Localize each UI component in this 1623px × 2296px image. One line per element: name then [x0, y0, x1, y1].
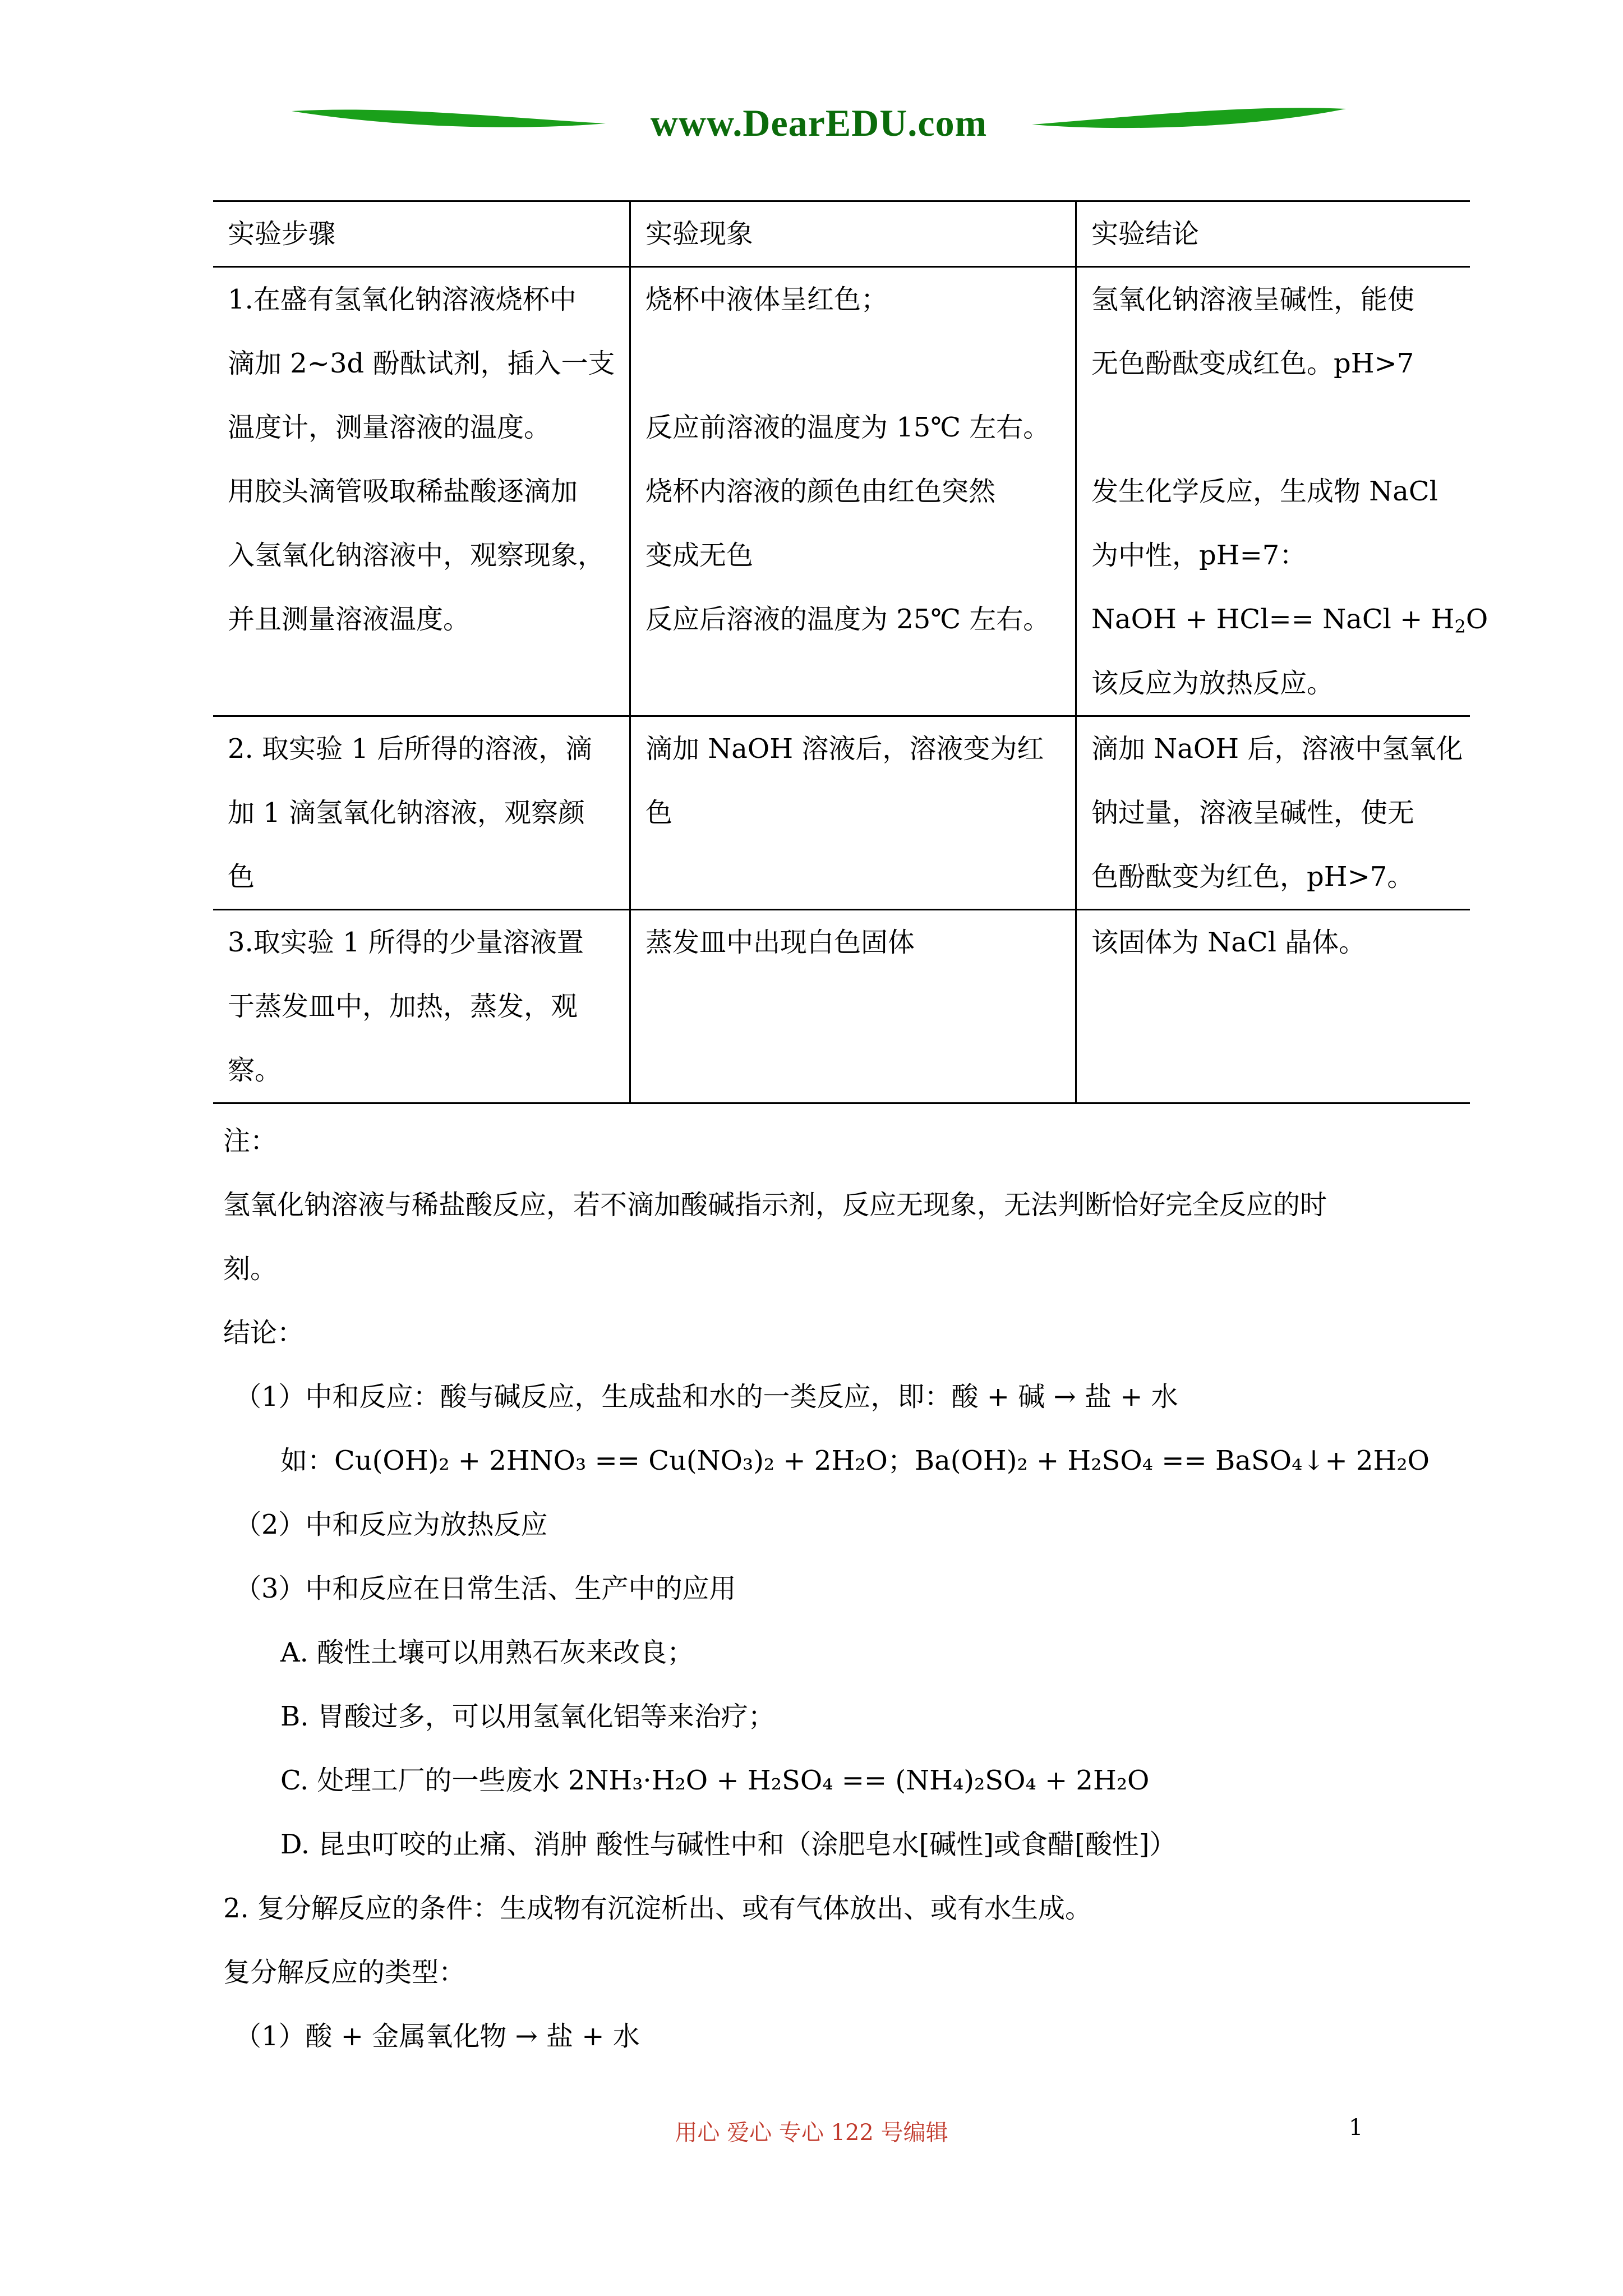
conclusion-3: （3）中和反应在日常生活、生产中的应用: [234, 1573, 736, 1604]
conclusion-label: 结论：: [223, 1317, 305, 1349]
cell-line: 滴加 2~3d 酚酞试剂，插入一支: [228, 348, 615, 379]
note-text-1: 氢氧化钠溶液与稀盐酸反应，若不滴加酸碱指示剂，反应无现象，无法判断恰好完全反应的时: [223, 1189, 1327, 1221]
cell-line: 滴加 NaOH 后，溶液中氢氧化: [1091, 733, 1463, 765]
paragraph-2: 2. 复分解反应的条件：生成物有沉淀析出、或有气体放出、或有水生成。: [223, 1893, 1092, 1924]
types-label: 复分解反应的类型：: [223, 1957, 466, 1988]
row3-step: [213, 910, 630, 1103]
cell-line: 变成无色: [645, 540, 754, 571]
note-label: 注：: [223, 1125, 278, 1157]
application-c: C. 处理工厂的一些废水 2NH₃·H₂O + H₂SO₄ == (NH₄)₂SO₄ + 2H₂O: [280, 1765, 1150, 1796]
footer-editor-note: 用心 爱心 专心 122 号编辑: [675, 2120, 948, 2146]
cell-line: 反应后溶液的温度为 25℃ 左右。: [645, 604, 1050, 635]
cell-line: 该固体为 NaCl 晶体。: [1091, 927, 1366, 958]
type-1: （1）酸 + 金属氧化物 → 盐 + 水: [234, 2021, 640, 2052]
cell-line: 为中性，pH=7：: [1091, 540, 1307, 571]
cell-line: 无色酚酞变成红色。pH>7: [1091, 348, 1414, 379]
cell-line: 钠过量，溶液呈碱性，使无: [1091, 797, 1415, 829]
cell-line: 加 1 滴氢氧化钠溶液，观察颜: [228, 797, 585, 829]
cell-line: 用胶头滴管吸取稀盐酸逐滴加: [228, 476, 578, 507]
cell-line: 并且测量溶液温度。: [228, 604, 471, 635]
cell-line: 烧杯中液体呈红色；: [645, 284, 888, 315]
cell-line: 发生化学反应，生成物 NaCl: [1091, 476, 1438, 507]
row2-conclusion: [1076, 716, 1470, 910]
cell-line: 色酚酞变为红色，pH>7。: [1091, 861, 1414, 892]
cell-line: 蒸发皿中出现白色固体: [645, 927, 915, 958]
table-row: [213, 910, 1470, 1103]
equation-text: NaOH + HCl== NaCl + H: [1091, 604, 1455, 635]
equation-line: NaOH + HCl== NaCl + $H_2O$: [1091, 604, 1488, 637]
application-a: A. 酸性土壤可以用熟石灰来改良；: [280, 1637, 694, 1668]
row1-phenomenon: [630, 267, 1076, 716]
page-number: 1: [1349, 2115, 1363, 2141]
row3-phenomenon: [630, 910, 1076, 1103]
cell-line: 烧杯内溶液的颜色由红色突然: [645, 476, 996, 507]
cell-line: 氢氧化钠溶液呈碱性，能使: [1091, 284, 1415, 315]
conclusion-2: （2）中和反应为放热反应: [234, 1509, 548, 1540]
table-row: [213, 716, 1470, 910]
row2-phenomenon: [630, 716, 1076, 910]
cell-line: 3.取实验 1 所得的少量溶液置: [228, 927, 584, 958]
conclusion-1: （1）中和反应：酸与碱反应，生成盐和水的一类反应，即：酸 + 碱 → 盐 + 水: [234, 1381, 1178, 1412]
conclusion-1-example: 如：Cu(OH)₂ + 2HNO₃ == Cu(NO₃)₂ + 2H₂O；Ba(OH)₂ + H₂SO₄ == BaSO₄↓+ 2H₂O: [280, 1445, 1430, 1476]
cell-line: 2. 取实验 1 后所得的溶液，滴: [228, 733, 593, 765]
table-row: [213, 267, 1470, 716]
note-text-2: 刻。: [223, 1253, 278, 1285]
row1-conclusion: [1076, 267, 1488, 716]
cell-line: 反应前溶液的温度为 15℃ 左右。: [645, 412, 1050, 443]
cell-line: [645, 332, 1075, 395]
site-logo-text: www.DearEDU.com: [650, 102, 988, 144]
cell-line: 察。: [228, 1055, 282, 1086]
application-d: D. 昆虫叮咬的止痛、消肿 酸性与碱性中和（涂肥皂水[碱性]或食醋[酸性]）: [280, 1829, 1177, 1860]
cell-line: 该反应为放热反应。: [1091, 668, 1334, 699]
row1-step: [213, 267, 630, 716]
row2-step: [213, 716, 630, 910]
cell-line: 滴加 NaOH 溶液后，溶液变为红: [645, 733, 1044, 765]
cell-line: 1.在盛有氢氧化钠溶液烧杯中: [228, 284, 577, 315]
header-logo: [292, 90, 1346, 157]
row3-conclusion: [1076, 910, 1470, 1103]
header-conclusion: 实验结论: [1076, 201, 1470, 267]
cell-line: [1091, 395, 1470, 459]
cell-line: 入氢氧化钠溶液中，观察现象，: [228, 540, 605, 571]
cell-line: 于蒸发皿中，加热，蒸发，观: [228, 991, 578, 1022]
application-b: B. 胃酸过多，可以用氢氧化铝等来治疗；: [280, 1701, 775, 1732]
cell-line: 色: [645, 797, 673, 829]
cell-line: 温度计，测量溶液的温度。: [228, 412, 551, 443]
cell-line: [228, 651, 629, 715]
header-step: 实验步骤: [213, 201, 630, 267]
experiment-table: [213, 200, 1488, 1104]
cell-line: 色: [228, 861, 255, 892]
table-header-row: [213, 201, 1470, 267]
header-phenomenon: 实验现象: [630, 201, 1076, 267]
